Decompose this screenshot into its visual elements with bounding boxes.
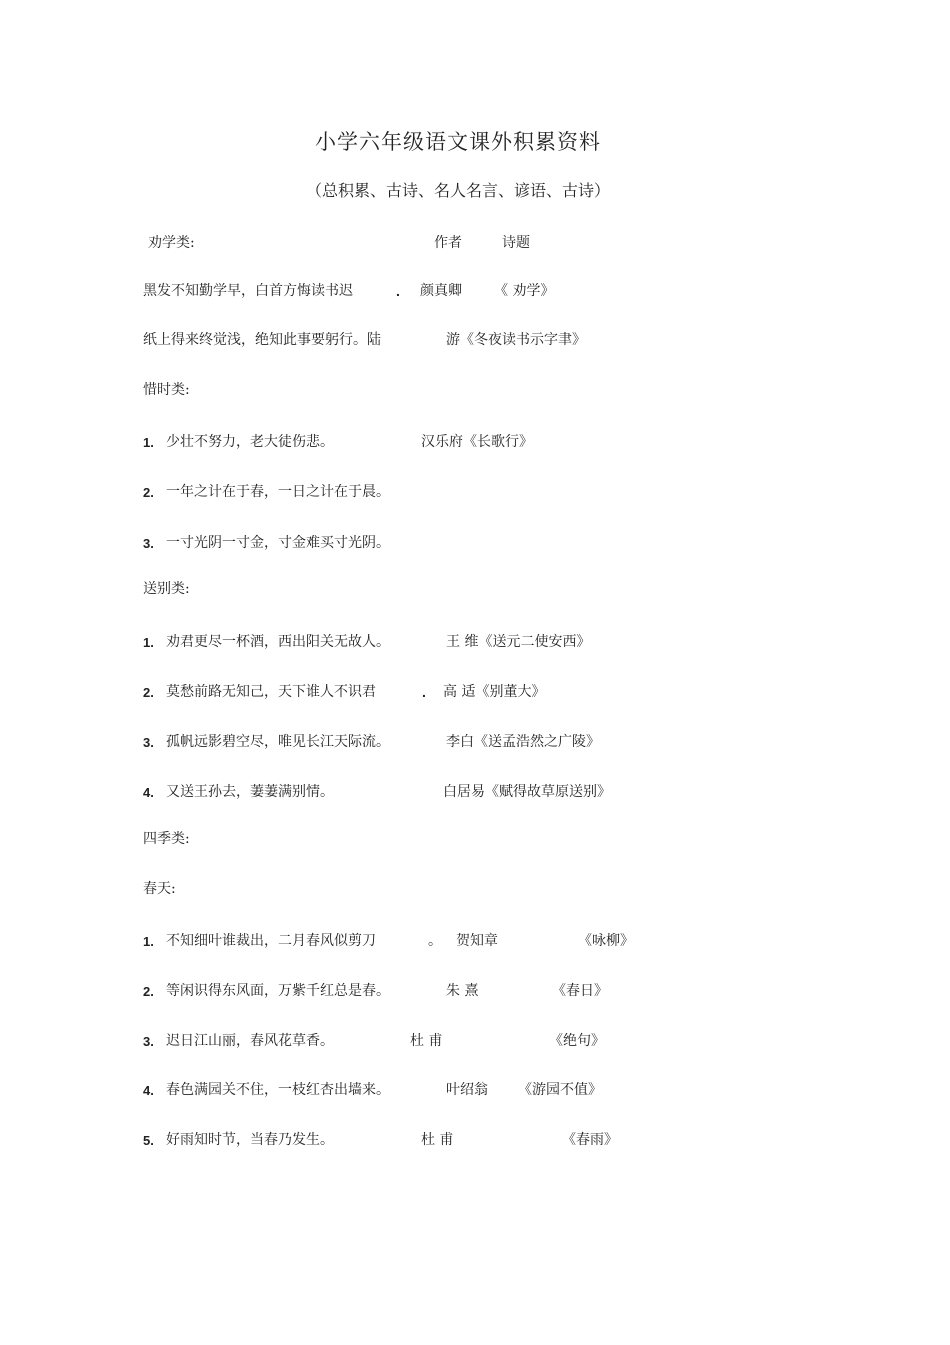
quote-punct: 。 xyxy=(428,933,442,949)
quote-poem: 《绝句》 xyxy=(549,1033,605,1049)
list-number: 2. xyxy=(143,685,154,700)
quote-source: 汉乐府《长歌行》 xyxy=(421,434,533,450)
subsection-heading-spring: 春天: xyxy=(143,881,176,897)
quote-text: 迟日江山丽，春风花草香。 xyxy=(166,1033,334,1049)
quote-text: 等闲识得东风面，万紫千红总是春。 xyxy=(166,983,390,999)
quote-text: 一年之计在于春，一日之计在于晨。 xyxy=(166,484,390,500)
quote-text: 不知细叶谁裁出，二月春风似剪刀 xyxy=(166,933,376,949)
quote-poem: 《春日》 xyxy=(552,983,608,999)
quote-text: 劝君更尽一杯酒，西出阳关无故人。 xyxy=(166,634,390,650)
quote-punct: . xyxy=(422,684,426,700)
section-heading-songbie: 送别类: xyxy=(143,581,190,597)
quote-poem: 《游园不值》 xyxy=(518,1082,602,1098)
page-title: 小学六年级语文课外积累资料 xyxy=(315,130,601,154)
quote-author: 杜 甫 xyxy=(421,1132,454,1148)
quote-author: 杜 甫 xyxy=(410,1033,443,1049)
quote-text: 孤帆远影碧空尽，唯见长江天际流。 xyxy=(166,734,390,750)
quote-punct: . xyxy=(396,283,400,299)
section-heading-quanxue: 劝学类: xyxy=(148,235,195,251)
column-header-poem: 诗题 xyxy=(502,235,530,251)
quote-poem: 《 劝学》 xyxy=(494,283,555,299)
column-header-author: 作者 xyxy=(434,235,462,251)
quote-poem: 《春雨》 xyxy=(562,1132,618,1148)
quote-text: 一寸光阴一寸金，寸金难买寸光阴。 xyxy=(166,535,390,551)
quote-author: 游《冬夜读书示字聿》 xyxy=(446,332,586,348)
list-number: 3. xyxy=(143,1034,154,1049)
quote-text: 纸上得来终觉浅，绝知此事要躬行。陆 xyxy=(143,332,381,348)
list-number: 3. xyxy=(143,735,154,750)
quote-author: 颜真卿 xyxy=(420,283,462,299)
quote-text: 黑发不知勤学早，白首方悔读书迟 xyxy=(143,283,353,299)
list-number: 5. xyxy=(143,1133,154,1148)
list-number: 1. xyxy=(143,435,154,450)
quote-text: 好雨知时节，当春乃发生。 xyxy=(166,1132,334,1148)
list-number: 2. xyxy=(143,485,154,500)
list-number: 2. xyxy=(143,984,154,999)
quote-author: 叶绍翁 xyxy=(446,1082,488,1098)
list-number: 1. xyxy=(143,635,154,650)
quote-author: 李白《送孟浩然之广陵》 xyxy=(446,734,600,750)
list-number: 4. xyxy=(143,785,154,800)
page-subtitle: （总积累、古诗、名人名言、谚语、古诗） xyxy=(305,181,610,200)
quote-text: 又送王孙去，萋萋满别情。 xyxy=(166,784,334,800)
list-number: 3. xyxy=(143,536,154,551)
quote-author: 王 维《送元二使安西》 xyxy=(446,634,591,650)
quote-author: 白居易《赋得故草原送别》 xyxy=(443,784,611,800)
quote-text: 莫愁前路无知己，天下谁人不识君 xyxy=(166,684,376,700)
quote-author: 贺知章 xyxy=(456,933,498,949)
section-heading-siji: 四季类: xyxy=(143,831,190,847)
list-number: 1. xyxy=(143,934,154,949)
quote-text: 春色满园关不住，一枝红杏出墙来。 xyxy=(166,1082,390,1098)
quote-poem: 《咏柳》 xyxy=(578,933,634,949)
quote-text: 少壮不努力，老大徒伤悲。 xyxy=(166,434,334,450)
list-number: 4. xyxy=(143,1083,154,1098)
quote-author: 朱 熹 xyxy=(446,983,479,999)
section-heading-xishi: 惜时类: xyxy=(143,382,190,398)
quote-author: 高 适《别董大》 xyxy=(443,684,546,700)
